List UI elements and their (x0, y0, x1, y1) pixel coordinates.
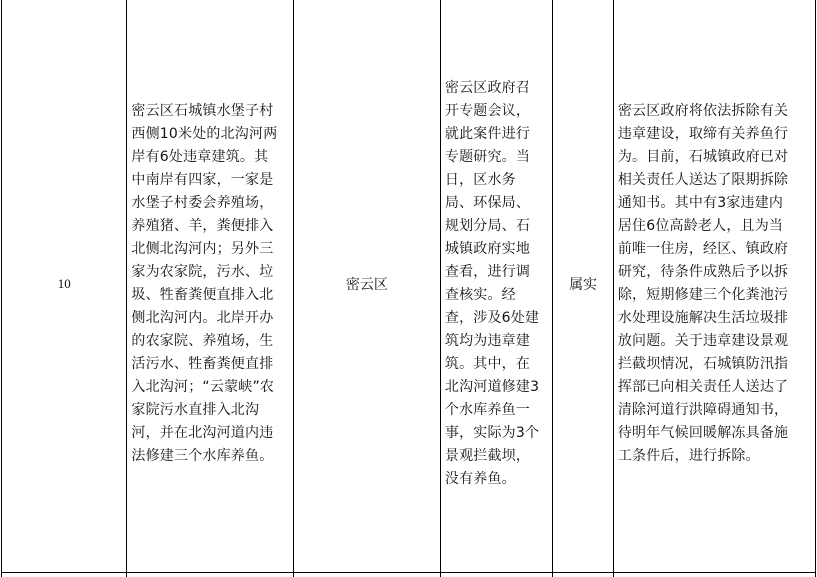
empty-cell (293, 573, 440, 577)
verdict-cell (553, 0, 614, 573)
table-row (2, 0, 816, 573)
district-text: 密云区 (345, 276, 388, 293)
findings-cell (127, 0, 293, 573)
table-row-next (2, 573, 816, 577)
investigation-cell (440, 0, 552, 573)
empty-cell (613, 573, 815, 577)
measures-text: 密云区政府将依法拆除有关违章建设，取缔有关养鱼行为。目前，石城镇政府已对相关责任人送达了限期拆除通知书。其中有3家违建内居住6位高龄老人，且为当前唯一住房，经区、镇政府研究，待条件成熟后予以拆除，短期修建三个化粪池污水处理设施解决生活垃圾排放问题。关于违章建设景观拦截坝情况，石城镇防汛指挥部已向相关责任人送达了清除河道行洪障碍通知书，待明年气候回暖解冻具备施工条件后，进行拆除。 (617, 102, 789, 464)
verdict-text: 属实 (569, 276, 598, 293)
case-number-cell (2, 0, 127, 573)
case-number: 10 (57, 275, 71, 291)
empty-cell (440, 573, 552, 577)
empty-cell (127, 573, 293, 577)
district-cell (293, 0, 440, 573)
empty-cell (2, 573, 127, 577)
investigation-text: 密云区政府召开专题会议，就此案件进行专题研究。当日，区水务局、环保局、规划分局、石城镇政府实地查看，进行调查核实。经查，涉及6处建筑均为违章建筑。其中，在北沟河道修建3个水库养鱼一事，实际为3个景观拦截坝，没有养鱼。 (444, 79, 540, 487)
empty-cell (553, 573, 614, 577)
case-table (1, 0, 816, 577)
measures-cell (613, 0, 815, 573)
findings-text: 密云区石城镇水堡子村西侧10米处的北沟河两岸有6处违章建筑。其中南岸有四家，一家是水堡子村委会养殖场，养殖猪、羊，粪便排入北侧北沟河内；另外三家为农家院，污水、垃圾、牲畜粪便直排入北侧北沟河内。北岸开办的农家院、养殖场，生活污水、牲畜粪便直排入北沟河；“云蒙峡”农家院污水直排入北沟河，并在北沟河道内违法修建三个水库养鱼。 (131, 102, 278, 464)
